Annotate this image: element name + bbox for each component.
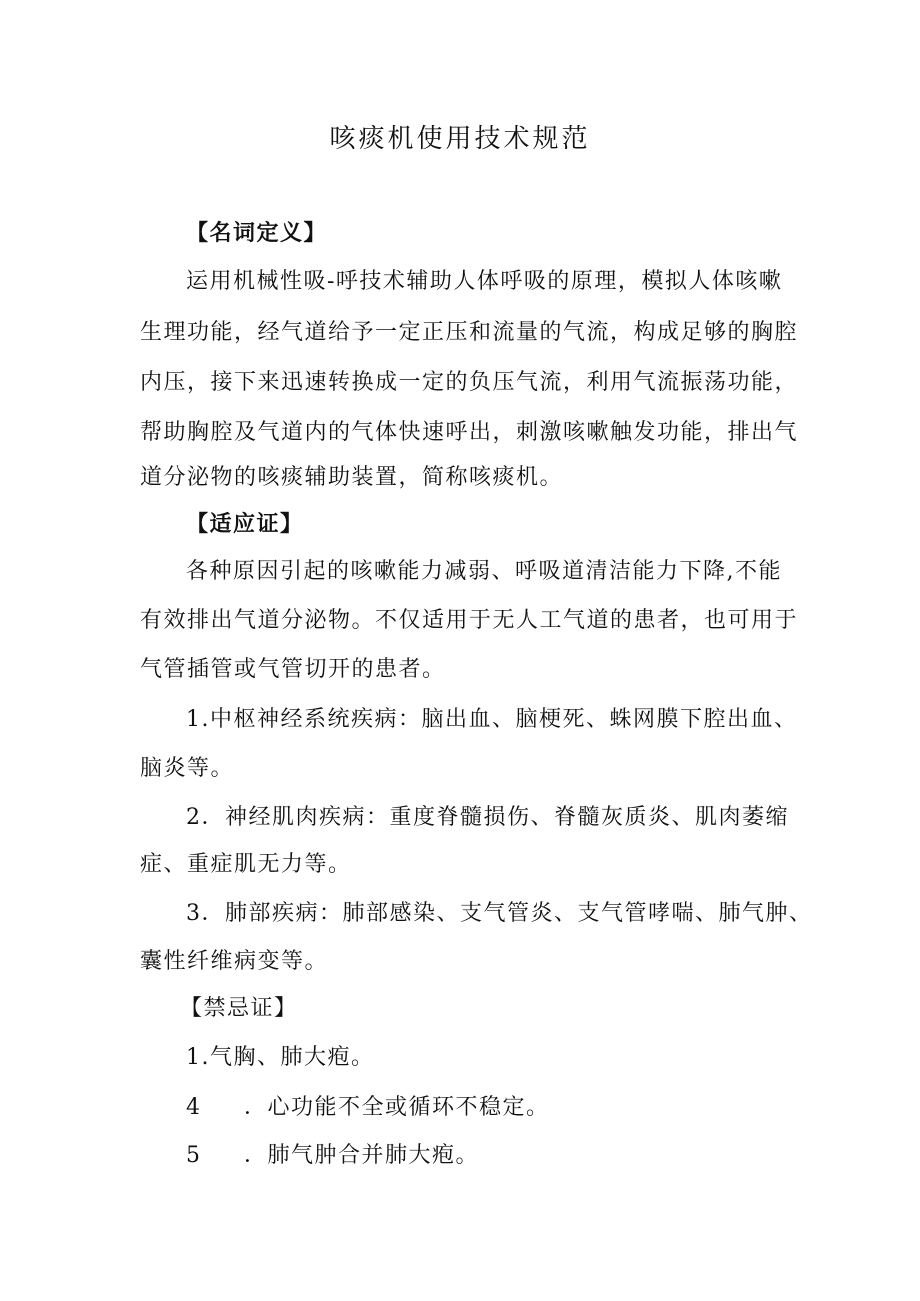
contraindication-item: 1.气胸、肺大疱。 <box>186 1045 375 1070</box>
item-number: 4 <box>186 1095 202 1120</box>
definition-heading: 【名词定义】 <box>186 220 328 246</box>
document-title: 咳痰机使用技术规范 <box>329 124 591 154</box>
indications-heading: 【适应证】 <box>186 511 304 537</box>
indications-line: 气管插管或气管切开的患者。 <box>140 657 446 682</box>
item-text: ．心功能不全或循环不稳定。 <box>244 1095 550 1120</box>
indications-line: 2．神经肌肉疾病：重度脊髓损伤、脊髓灰质炎、肌肉萎缩 <box>186 805 789 830</box>
definition-line: 道分泌物的咳痰辅助装置，简称咳痰机。 <box>140 465 564 490</box>
definition-line: 内压，接下来迅速转换成一定的负压气流，利用气流振荡功能， <box>140 370 799 395</box>
item-text: ．肺气肿合并肺大疱。 <box>244 1143 480 1168</box>
contraindication-item <box>186 1093 836 1123</box>
indications-line: 囊性纤维病变等。 <box>140 949 329 974</box>
definition-line: 生理功能，经气道给予一定正压和流量的气流，构成足够的胸腔 <box>140 320 799 345</box>
indications-line: 各种原因引起的咳嗽能力减弱、呼吸道清洁能力下降,不能 <box>186 559 782 584</box>
indications-line: 3．肺部疾病：肺部感染、支气管炎、支气管哮喘、肺气肿、 <box>186 901 813 926</box>
definition-line: 帮助胸腔及气道内的气体快速呼出，刺激咳嗽触发功能，排出气 <box>140 420 799 445</box>
indications-line: 症、重症肌无力等。 <box>140 852 352 877</box>
indications-line: 有效排出气道分泌物。不仅适用于无人工气道的患者，也可用于 <box>140 608 799 633</box>
item-number: 5 <box>186 1143 202 1168</box>
indications-line: 1.中枢神经系统疾病：脑出血、脑梗死、蛛网膜下腔出血、 <box>186 707 798 732</box>
contraindications-heading: 【禁忌证】 <box>180 996 298 1021</box>
indications-line: 脑炎等。 <box>140 756 235 781</box>
contraindication-item <box>186 1141 836 1171</box>
definition-line: 运用机械性吸-呼技术辅助人体呼吸的原理，模拟人体咳嗽 <box>186 269 783 294</box>
